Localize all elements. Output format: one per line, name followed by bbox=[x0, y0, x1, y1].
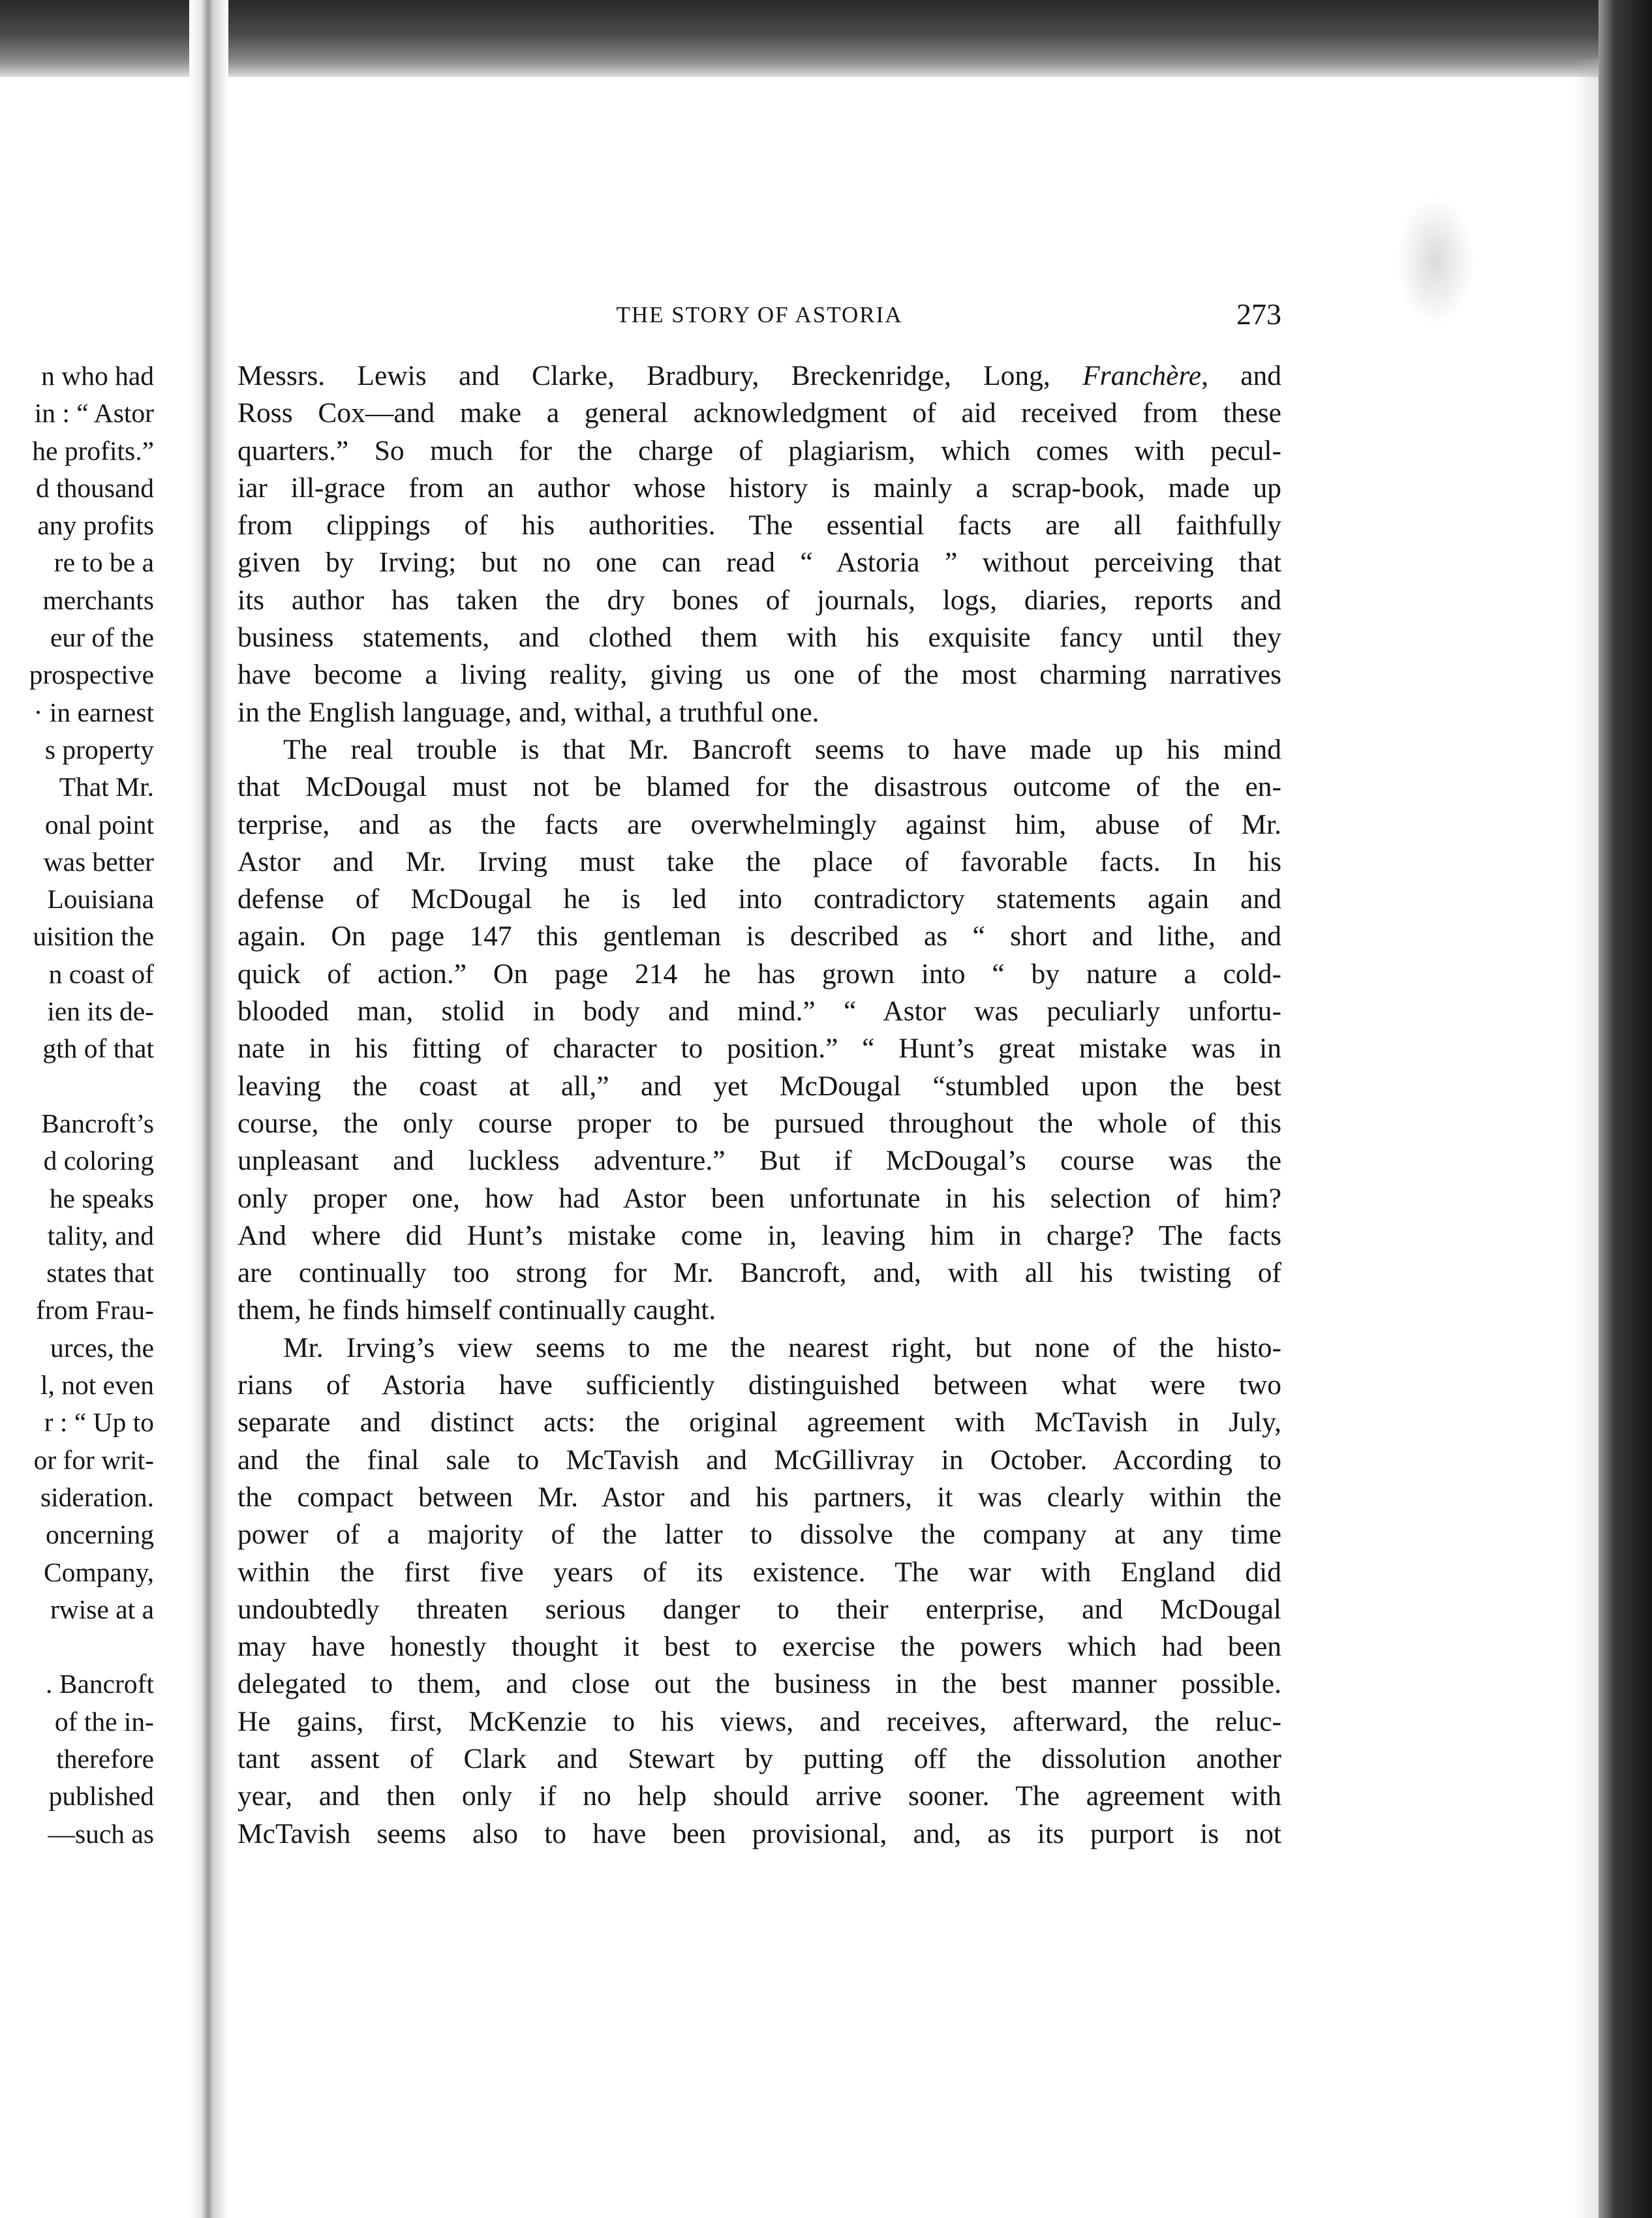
book-gutter bbox=[189, 0, 228, 2218]
left-page-line: any profits bbox=[37, 510, 154, 541]
left-page-line: n who had bbox=[41, 361, 154, 391]
left-page-line: gth of that bbox=[42, 1033, 154, 1064]
left-page-line: from Frau- bbox=[36, 1295, 154, 1326]
left-page-line: —such as bbox=[48, 1818, 154, 1849]
left-page-line bbox=[0, 1068, 154, 1105]
italic-name: Franchère bbox=[1082, 360, 1202, 391]
text-line: iar ill-grace from an author whose history is mainly a scrap-book, made up bbox=[237, 472, 1281, 504]
text-line: delegated to them, and close out the business in the best manner possible. bbox=[237, 1668, 1281, 1700]
text-line: undoubtedly threaten serious danger to their enterprise, and McDougal bbox=[237, 1593, 1281, 1625]
text-line: quick of action.” On page 214 he has grown into “ by nature a cold- bbox=[237, 958, 1281, 990]
left-page-line: l, not even bbox=[40, 1370, 154, 1401]
text-line: its author has taken the dry bones of journals, logs, diaries, reports and bbox=[237, 584, 1281, 616]
left-page-fragment bbox=[0, 357, 154, 1853]
text-segment: , and bbox=[1201, 360, 1281, 391]
left-page-line: oncerning bbox=[46, 1519, 154, 1550]
text-line: Ross Cox—and make a general acknowledgment of aid received from these bbox=[237, 397, 1281, 429]
left-page-line: onal point bbox=[44, 809, 154, 840]
text-line: terprise, and as the facts are overwhelmingly against him, abuse of Mr. bbox=[237, 808, 1281, 840]
text-line: McTavish seems also to have been provisional, and, as its purport is not bbox=[237, 1817, 1281, 1849]
scan-top-edge bbox=[0, 0, 1652, 77]
left-page-line: n coast of bbox=[48, 958, 154, 989]
scan-right-edge bbox=[1598, 0, 1652, 2218]
left-page-line bbox=[0, 1628, 154, 1665]
left-page-line: Louisiana bbox=[47, 884, 154, 915]
left-page-line: merchants bbox=[42, 585, 154, 615]
left-page-line: That Mr. bbox=[59, 772, 154, 802]
left-page-line: d coloring bbox=[43, 1146, 154, 1176]
left-page-line: Company, bbox=[43, 1557, 154, 1587]
text-line: power of a majority of the latter to dissolve the company at any time bbox=[237, 1519, 1281, 1551]
text-line: tant assent of Clark and Stewart by putting off the dissolution another bbox=[237, 1742, 1281, 1774]
text-line: may have honestly thought it best to exercise the powers which had been bbox=[237, 1631, 1281, 1663]
left-page-line: or for writ- bbox=[33, 1444, 154, 1475]
text-line: and the final sale to McTavish and McGillivray in October. According to bbox=[237, 1444, 1281, 1476]
scan-smudge bbox=[1396, 196, 1475, 326]
left-page-line: published bbox=[48, 1781, 154, 1812]
text-line: blooded man, stolid in body and mind.” “ Astor was peculiarly unfortu- bbox=[237, 995, 1281, 1027]
left-page-line: tality, and bbox=[47, 1220, 154, 1251]
text-line: separate and distinct acts: the original agreement with McTavish in July, bbox=[237, 1406, 1281, 1438]
text-line: only proper one, how had Astor been unfortunate in his selection of him? bbox=[237, 1182, 1281, 1214]
text-line: leaving the coast at all,” and yet McDougal “stumbled upon the best bbox=[237, 1070, 1281, 1102]
left-page-line: urces, the bbox=[50, 1332, 154, 1363]
left-page-line: states that bbox=[46, 1258, 154, 1288]
page-edge-shadow bbox=[1572, 59, 1598, 2218]
left-page-line: of the in- bbox=[54, 1706, 154, 1737]
left-page-line: prospective bbox=[29, 660, 154, 690]
left-page-line: he profits.” bbox=[32, 435, 154, 466]
text-line bbox=[237, 357, 1281, 395]
left-page-line: re to be a bbox=[54, 547, 154, 578]
text-line: course, the only course proper to be pursued throughout the whole of this bbox=[237, 1107, 1281, 1139]
running-head bbox=[237, 297, 1281, 336]
text-line: rians of Astoria have sufficiently distinguished between what were two bbox=[237, 1369, 1281, 1401]
page-number: 273 bbox=[1236, 297, 1281, 331]
text-line: And where did Hunt’s mistake come in, leaving him in charge? The facts bbox=[237, 1219, 1281, 1251]
paragraph-start-line: Mr. Irving’s view seems to me the nearest right, but none of the histo- bbox=[283, 1331, 1281, 1363]
text-line: them, he finds himself continually caught. bbox=[237, 1294, 716, 1326]
text-line: that McDougal must not be blamed for the disastrous outcome of the en- bbox=[237, 771, 1281, 803]
left-page-line: uisition the bbox=[33, 921, 154, 952]
running-title: THE STORY OF ASTORIA bbox=[616, 302, 903, 327]
left-page-line: · in earnest bbox=[33, 697, 154, 727]
text-line: again. On page 147 this gentleman is described as “ short and lithe, and bbox=[237, 920, 1281, 952]
text-line: within the first five years of its existence. The war with England did bbox=[237, 1556, 1281, 1588]
text-line: defense of McDougal he is led into contradictory statements again and bbox=[237, 883, 1281, 915]
left-page-line: was better bbox=[43, 846, 154, 877]
text-segment: Messrs. Lewis and Clarke, Bradbury, Breckenridge, Long, bbox=[237, 360, 1050, 391]
body-text bbox=[237, 357, 1281, 1853]
text-line: quarters.” So much for the charge of plagiarism, which comes with pecul- bbox=[237, 434, 1281, 466]
text-line: He gains, first, McKenzie to his views, and receives, afterward, the reluc- bbox=[237, 1705, 1281, 1737]
text-line: have become a living reality, giving us one of the most charming narratives bbox=[237, 659, 1281, 691]
left-page-line: he speaks bbox=[49, 1183, 154, 1213]
left-page-line: ien its de- bbox=[47, 996, 154, 1027]
text-line: are continually too strong for Mr. Bancroft, and, with all his twisting of bbox=[237, 1257, 1281, 1289]
left-page-line: . Bancroft bbox=[46, 1669, 154, 1699]
text-line: year, and then only if no help should arrive sooner. The agreement with bbox=[237, 1780, 1281, 1812]
paragraph-start-line: The real trouble is that Mr. Bancroft seems to have made up his mind bbox=[283, 733, 1281, 765]
text-line: in the English language, and, withal, a truthful one. bbox=[237, 696, 819, 728]
left-page-line: therefore bbox=[56, 1743, 154, 1774]
left-page-line: Bancroft’s bbox=[41, 1108, 154, 1138]
left-page-line: r : “ Up to bbox=[44, 1407, 154, 1438]
left-page-line: in : “ Astor bbox=[34, 398, 154, 429]
text-line: Astor and Mr. Irving must take the place of favorable facts. In his bbox=[237, 845, 1281, 877]
text-line: the compact between Mr. Astor and his partners, it was clearly within the bbox=[237, 1481, 1281, 1513]
left-page-line: sideration. bbox=[40, 1481, 154, 1512]
left-page-line: s property bbox=[44, 734, 154, 765]
text-line: nate in his fitting of character to position.” “ Hunt’s great mistake was in bbox=[237, 1033, 1281, 1065]
text-line: unpleasant and luckless adventure.” But if McDougal’s course was the bbox=[237, 1145, 1281, 1177]
left-page-line: eur of the bbox=[50, 622, 154, 653]
left-page-line: d thousand bbox=[36, 472, 154, 503]
text-line: given by Irving; but no one can read “ Astoria ” without perceiving that bbox=[237, 547, 1281, 579]
left-page-line: rwise at a bbox=[50, 1594, 154, 1624]
text-line: business statements, and clothed them with his exquisite fancy until they bbox=[237, 622, 1281, 654]
text-line: from clippings of his authorities. The essential facts are all faithfully bbox=[237, 509, 1281, 541]
